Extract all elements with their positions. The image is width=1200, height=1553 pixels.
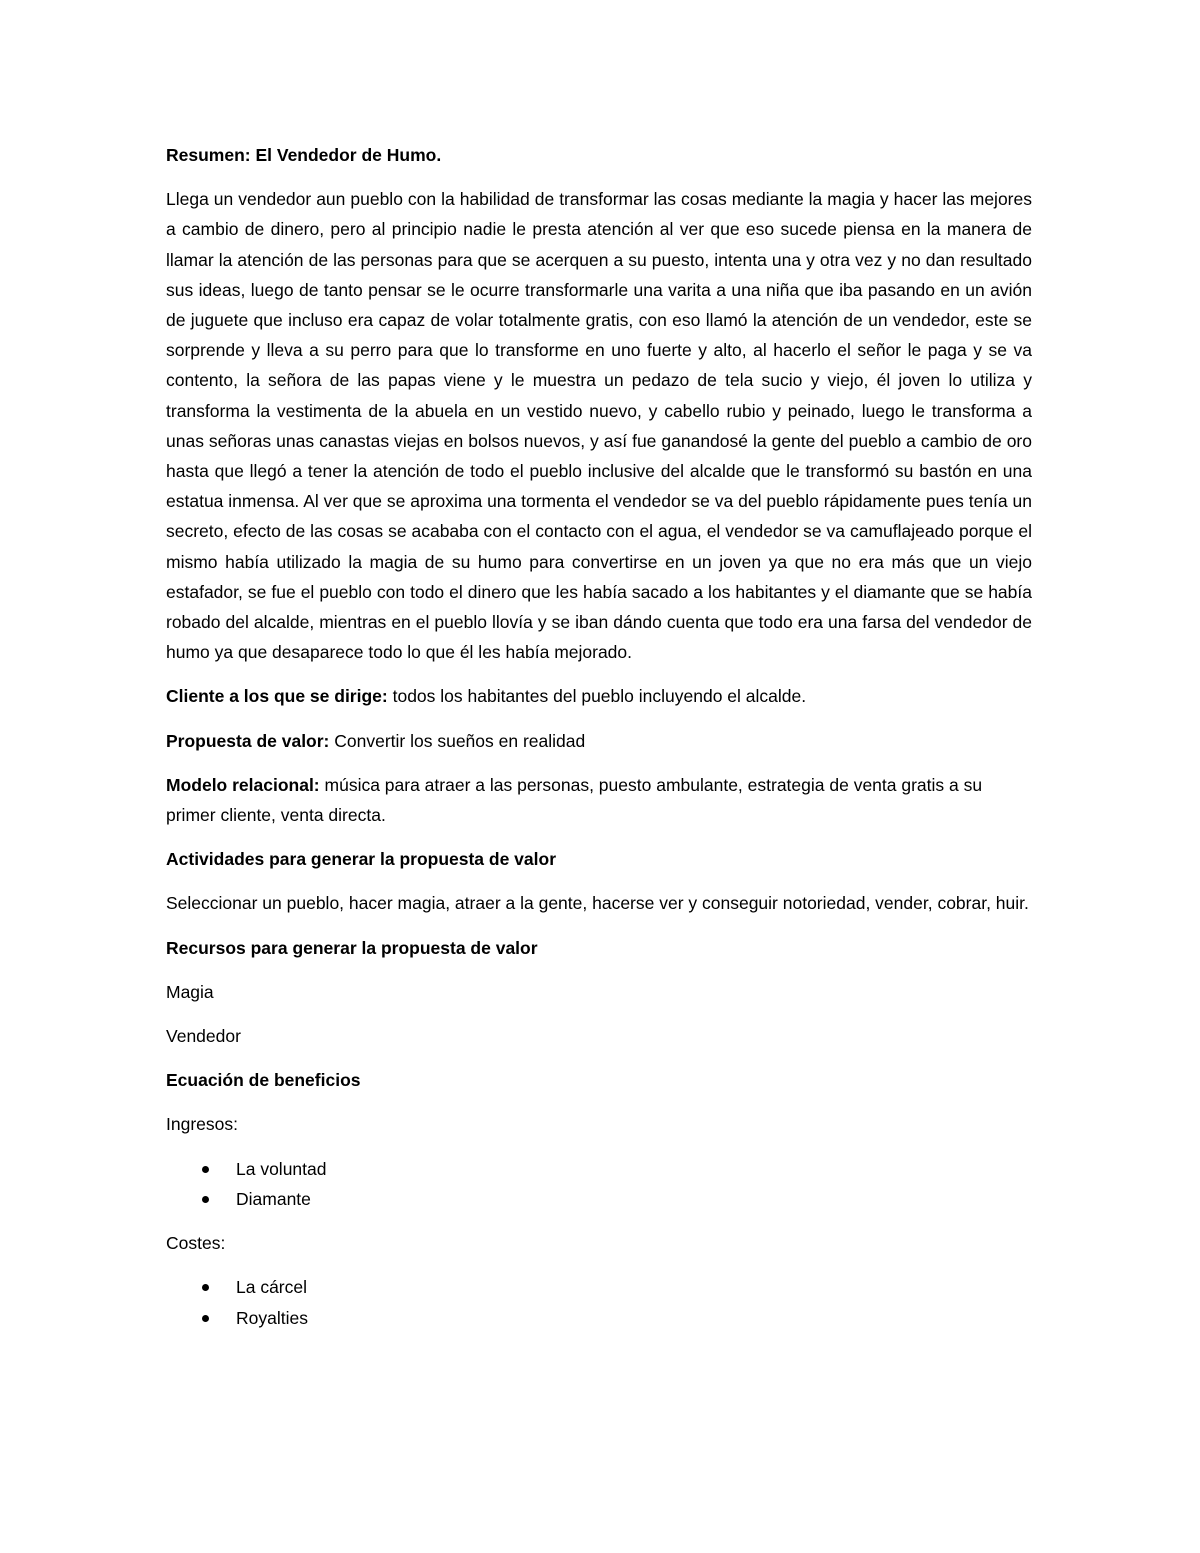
bullet-icon: [202, 1166, 209, 1173]
recursos-item: Vendedor: [166, 1026, 241, 1047]
list-item-text: La voluntad: [236, 1158, 327, 1179]
modelo-text: música para atraer a las personas, puesto ambulante, estrategia de venta gratis a su primer cliente, venta directa.: [166, 774, 983, 826]
summary-paragraph: Llega un vendedor aun pueblo con la habilidad de transformar las cosas mediante la magia y hacer las mejores a cambio de dinero, pero al principio nadie le presta atención al ver que eso sucede piensa en la manera de llamar la atención de las personas para que se acerquen a su puesto, intenta una y otra vez y no dan resultado sus ideas, luego de tanto pensar se le ocurre transformarle una varita a una niña que iba pasando en un avión de juguete que incluso era capaz de volar totalmente gratis, con eso llamó la atención de un vendedor, este se sorprende y lleva a su perro para que lo transforme en uno fuerte y alto, al hacerlo el señor le paga y se va contento, la señora de las papas viene y le muestra un pedazo de tela sucio y viejo, él joven lo utiliza y transforma la vestimenta de la abuela en un vestido nuevo, y cabello rubio y peinado, luego le transforma a unas señoras unas canastas viejas en bolsos nuevos, y así fue ganandosé la gente del pueblo a cambio de oro hasta que llegó a tener la atención de todo el pueblo inclusive del alcalde que le transformó su bastón en una estatua inmensa. Al ver que se aproxima una tormenta el vendedor se va del pueblo rápidamente pues tenía un secreto, efecto de las cosas se acababa con el contacto con el agua, el vendedor se va camuflajeado porque el mismo había utilizado la magia de su humo para convertirse en un joven ya que no era más que un viejo estafador, se fue el pueblo con todo el dinero que les había sacado a los habitantes y el diamante que se había robado del alcalde, mientras en el pueblo llovía y se iban dándo cuenta que todo era una farsa del vendedor de humo ya que desaparece todo lo que él les había mejorado.: [166, 189, 1032, 663]
recursos-item: Magia: [166, 981, 214, 1002]
modelo-paragraph: [166, 770, 1032, 830]
list-item: [166, 1184, 1032, 1214]
bullet-icon: [202, 1284, 209, 1291]
propuesta-paragraph: [166, 726, 1032, 756]
list-item: [166, 1303, 1032, 1333]
ingresos-list: [166, 1154, 1032, 1214]
document-body: [166, 140, 1032, 1347]
costes-label: Costes:: [166, 1233, 226, 1254]
document-title: Resumen: El Vendedor de Humo.: [166, 145, 442, 165]
recursos-heading: Recursos para generar la propuesta de valor: [166, 937, 538, 958]
list-item: [166, 1272, 1032, 1302]
propuesta-text: Convertir los sueños en realidad: [329, 730, 586, 751]
cliente-label: Cliente a los que se dirige:: [166, 686, 388, 707]
actividades-text: Seleccionar un pueblo, hacer magia, atraer a la gente, hacerse ver y conseguir notoriedad, vender, cobrar, huir.: [166, 893, 1029, 914]
list-item-text: La cárcel: [236, 1277, 308, 1298]
cliente-paragraph: [166, 681, 1032, 711]
ingresos-label: Ingresos:: [166, 1114, 238, 1135]
costes-list: [166, 1272, 1032, 1332]
propuesta-label: Propuesta de valor:: [166, 730, 330, 751]
cliente-text: todos los habitantes del pueblo incluyendo el alcalde.: [387, 686, 807, 707]
list-item-text: Royalties: [236, 1307, 308, 1328]
bullet-icon: [202, 1315, 209, 1322]
actividades-heading: Actividades para generar la propuesta de valor: [166, 849, 557, 870]
bullet-icon: [202, 1196, 209, 1203]
modelo-label: Modelo relacional:: [166, 774, 320, 795]
ecuacion-heading: Ecuación de beneficios: [166, 1070, 361, 1091]
list-item: [166, 1154, 1032, 1184]
list-item-text: Diamante: [236, 1188, 311, 1209]
